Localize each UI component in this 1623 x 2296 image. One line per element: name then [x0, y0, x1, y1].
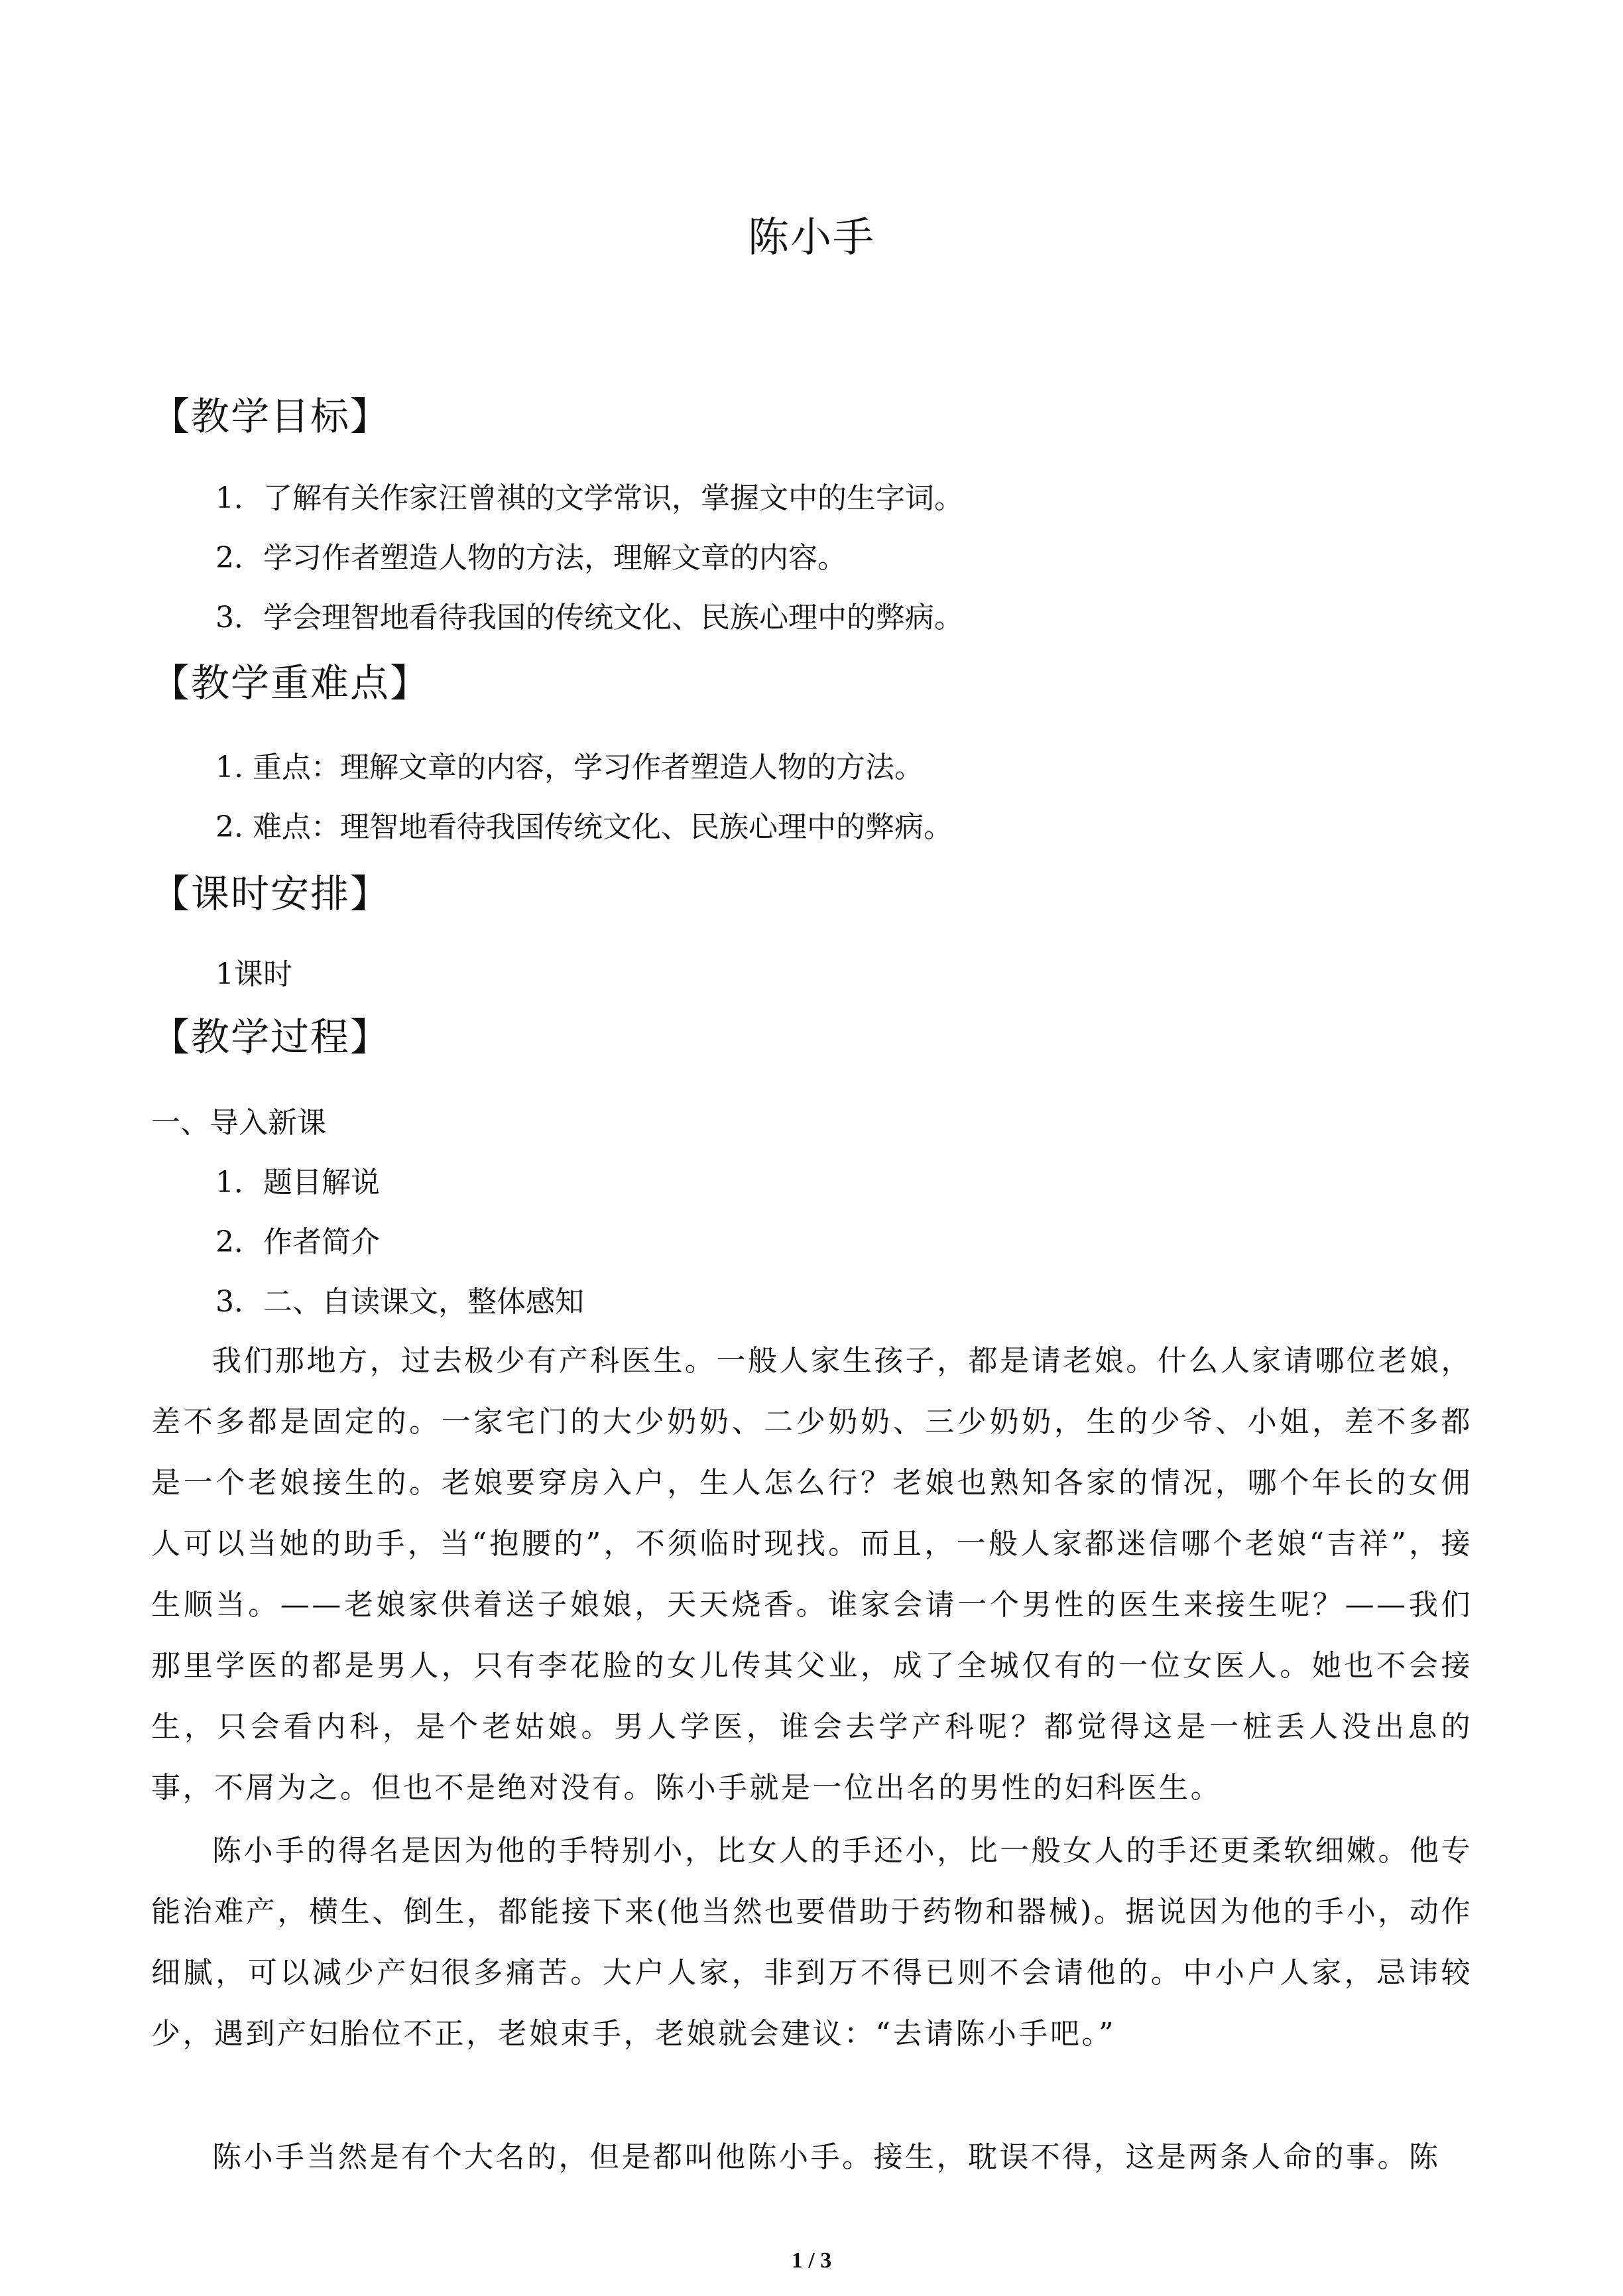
body-paragraph-2: 陈小手的得名是因为他的手特别小，比女人的手还小，比一般女人的手还更柔软细嫩。他专能治难产，横生、倒生，都能接下来(他当然也要借助于药物和器械)。据说因为他的手小，动作细腻，可以减少产妇很多痛苦。大户人家，非到万不得已则不会请他的。中小户人家，忌讳较少，遇到产妇胎位不正，老娘束手，老娘就会建议：“去请陈小手吧。”	[151, 1834, 1473, 2051]
process-item-1: 1．题目解说	[215, 1166, 380, 1199]
objective-item-3: 3．学会理智地看待我国的传统文化、民族心理中的弊病。	[215, 601, 963, 634]
section-heading-key-points: 【教学重难点】	[151, 660, 430, 705]
key-point-item-2: 2. 难点：理智地看待我国传统文化、民族心理中的弊病。	[215, 810, 953, 844]
process-item-3: 3．二、自读课文，整体感知	[215, 1285, 584, 1319]
key-point-item-1: 1. 重点：理解文章的内容，学习作者塑造人物的方法。	[215, 751, 924, 784]
objective-item-1: 1．了解有关作家汪曾祺的文学常识，掌握文中的生字词。	[215, 481, 963, 515]
page-title: 陈小手	[747, 213, 875, 261]
process-item-2: 2．作者简介	[215, 1225, 380, 1259]
body-paragraph-3: 陈小手当然是有个大名的，但是都叫他陈小手。接生，耽误不得，这是两条人命的事。陈	[212, 2140, 1441, 2174]
objective-item-2: 2．学习作者塑造人物的方法，理解文章的内容。	[215, 541, 847, 575]
page-number: 1 / 3	[791, 2248, 832, 2273]
section-heading-schedule: 【课时安排】	[151, 871, 391, 916]
section-heading-objectives: 【教学目标】	[151, 394, 391, 439]
process-part-1: 一、导入新课	[151, 1106, 326, 1140]
schedule-text: 1课时	[215, 957, 292, 991]
section-heading-process: 【教学过程】	[151, 1014, 391, 1059]
body-paragraph-1: 我们那地方，过去极少有产科医生。一般人家生孩子，都是请老娘。什么人家请哪位老娘，差不多都是固定的。一家宅门的大少奶奶、二少奶奶、三少奶奶，生的少爷、小姐，差不多都是一个老娘接生的。老娘要穿房入户，生人怎么行？老娘也熟知各家的情况，哪个年长的女佣人可以当她的助手，当“抱腰的”，不须临时现找。而且，一般人家都迷信哪个老娘“吉祥”，接生顺当。——老娘家供着送子娘娘，天天烧香。谁家会请一个男性的医生来接生呢？——我们那里学医的都是男人，只有李花脸的女儿传其父业，成了全城仅有的一位女医人。她也不会接生，只会看内科，是个老姑娘。男人学医，谁会去学产科呢？都觉得这是一桩丢人没出息的事，不屑为之。但也不是绝对没有。陈小手就是一位出名的男性的妇科医生。	[151, 1344, 1473, 1805]
